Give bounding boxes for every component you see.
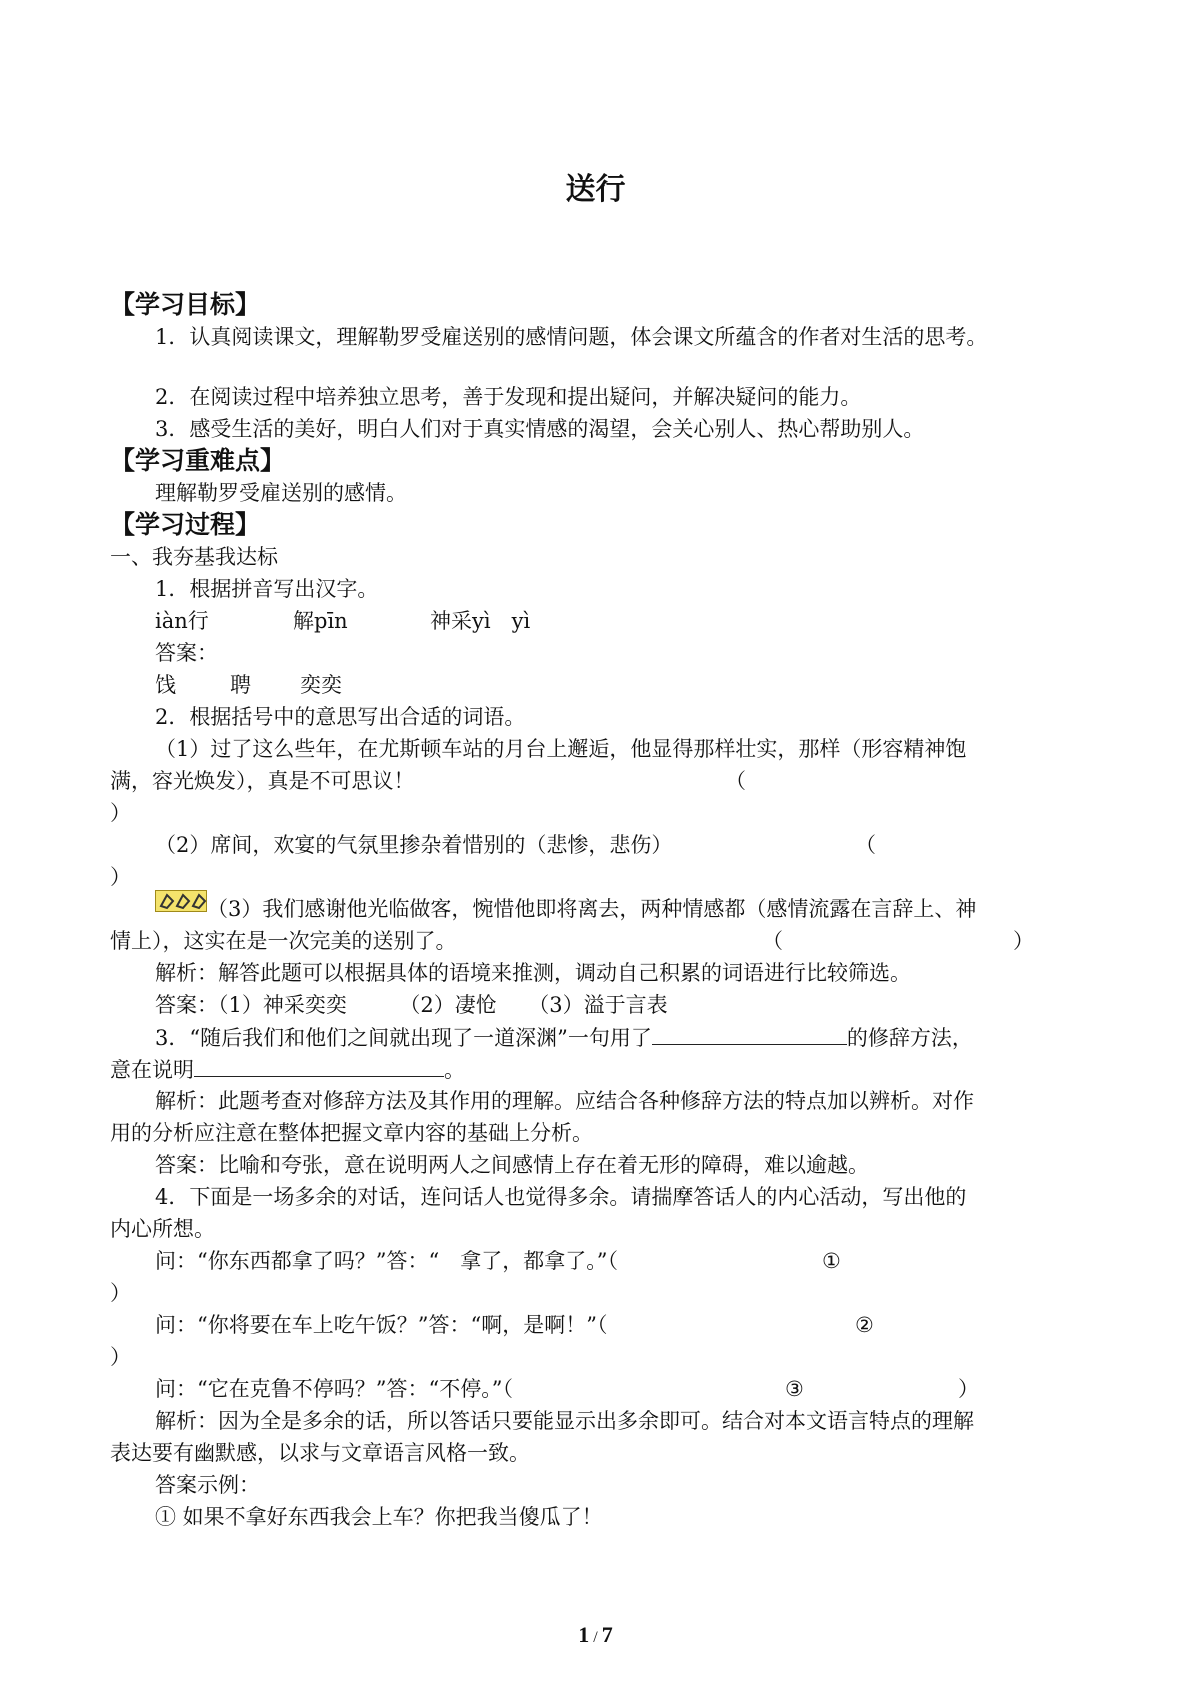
goal-item-3: 3．感受生活的美好，明白人们对于真实情感的渴望，会关心别人、热心帮助别人。 [155, 417, 925, 441]
q2-stem: 2．根据括号中的意思写出合适的词语。 [155, 705, 526, 729]
q4-dialog-2: 问：“你将要在车上吃午饭？”答：“啊，是啊！”（ [155, 1313, 608, 1337]
q1-pinyin-c: 神采yì yì [430, 609, 531, 633]
page-title: 送行 [565, 172, 626, 207]
section-heading-process: 【学习过程】 [110, 510, 261, 539]
q2-s2-paren-open: （ [855, 833, 876, 857]
q4-answer-label: 答案示例： [155, 1473, 260, 1497]
q3-analysis-b: 用的分析应注意在整体把握文章内容的基础上分析。 [110, 1121, 593, 1145]
q2-s1-line-a: （1）过了这么些年，在尤斯顿车站的月台上邂逅，他显得那样壮实，那样（形容精神饱 [155, 737, 967, 761]
page-total: 7 [601, 1622, 613, 1647]
q1-pinyin-a: iàn行 [155, 609, 209, 633]
q1-answer-label: 答案： [155, 641, 218, 665]
q2-s3-paren-close: ） [1013, 929, 1034, 953]
q2-s3-line-a: （3）我们感谢他光临做客，惋惜他即将离去，两种情感都（感情流露在言辞上、神 [207, 897, 977, 921]
q2-analysis: 解析：解答此题可以根据具体的语境来推测，调动自己积累的词语进行比较筛选。 [155, 961, 911, 985]
q1-stem: 1．根据拼音写出汉字。 [155, 577, 379, 601]
q1-pinyin-b: 解pīn [293, 609, 348, 633]
goal-item-1: 1．认真阅读课文，理解勒罗受雇送别的感情问题，体会课文所蕴含的作者对生活的思考。 [155, 325, 988, 349]
q3-stem-a1: 3．“随后我们和他们之间就出现了一道深渊”一句用了 [155, 1026, 652, 1050]
q2-s2: （2）席间，欢宴的气氛里掺杂着惜别的（悲惨，悲伤） [155, 833, 673, 857]
part-heading: 一、我夯基我达标 [110, 545, 278, 569]
page-number: 1 / 7 [578, 1622, 613, 1647]
q4-dialog-2-close: ） [110, 1345, 131, 1369]
q4-dialog-3-num: ③ [785, 1377, 804, 1401]
section-heading-goals: 【学习目标】 [110, 290, 261, 319]
q2-s1-paren-close: ） [110, 801, 131, 825]
q4-dialog-1-close: ） [110, 1281, 131, 1305]
section-heading-key: 【学习重难点】 [110, 446, 286, 475]
key-text: 理解勒罗受雇送别的感情。 [155, 481, 407, 505]
q3-blank-meaning[interactable] [194, 1054, 444, 1077]
q4-analysis-b: 表达要有幽默感，以求与文章语言风格一致。 [110, 1441, 530, 1465]
q3-stem-b2: 。 [444, 1058, 465, 1082]
q2-s1-paren-open: （ [725, 769, 746, 793]
q1-answer-a: 饯 [155, 673, 176, 697]
q3-stem-line-a [155, 1022, 973, 1053]
q2-s3-line-b: 情上），这实在是一次完美的送别了。 [110, 929, 457, 953]
q3-stem-b1: 意在说明 [110, 1058, 194, 1082]
q3-blank-rhetoric[interactable] [652, 1022, 847, 1045]
q4-dialog-1-num: ① [822, 1249, 841, 1273]
q3-stem-line-b [110, 1054, 465, 1085]
q1-answer-b: 聘 [230, 673, 251, 697]
q3-analysis-a: 解析：此题考查对修辞方法及其作用的理解。应结合各种修辞方法的特点加以辨析。对作 [155, 1089, 974, 1113]
q2-answer: 答案：（1）神采奕奕 （2）凄怆 （3）溢于言表 [155, 993, 668, 1017]
weblink-icon [155, 890, 207, 912]
page-current: 1 [578, 1622, 590, 1647]
q2-s3-paren-open: （ [762, 929, 783, 953]
q3-stem-a2: 的修辞方法， [846, 1026, 973, 1050]
q3-answer: 答案：比喻和夸张，意在说明两人之间感情上存在着无形的障碍，难以逾越。 [155, 1153, 869, 1177]
q4-dialog-3: 问：“它在克鲁不停吗？”答：“不停。”（ [155, 1377, 513, 1401]
goal-item-2: 2．在阅读过程中培养独立思考，善于发现和提出疑问，并解决疑问的能力。 [155, 385, 862, 409]
q2-s1-line-b: 满，容光焕发），真是不可思议！ [110, 769, 415, 793]
q4-analysis-a: 解析：因为全是多余的话，所以答话只要能显示出多余即可。结合对本文语言特点的理解 [155, 1409, 974, 1433]
q4-dialog-3-close: ） [958, 1377, 979, 1401]
q4-stem-b: 内心所想。 [110, 1217, 215, 1241]
q2-s2-paren-close: ） [110, 865, 131, 889]
q4-dialog-2-num: ② [855, 1313, 874, 1337]
q4-dialog-1: 问：“你东西都拿了吗？”答：“ 拿了，都拿了。”（ [155, 1249, 618, 1273]
q1-answer-c: 奕奕 [300, 673, 342, 697]
q4-example-1: ① 如果不拿好东西我会上车？你把我当傻瓜了！ [155, 1505, 603, 1529]
q4-stem-a: 4．下面是一场多余的对话，连问话人也觉得多余。请揣摩答话人的内心活动，写出他的 [155, 1185, 967, 1209]
